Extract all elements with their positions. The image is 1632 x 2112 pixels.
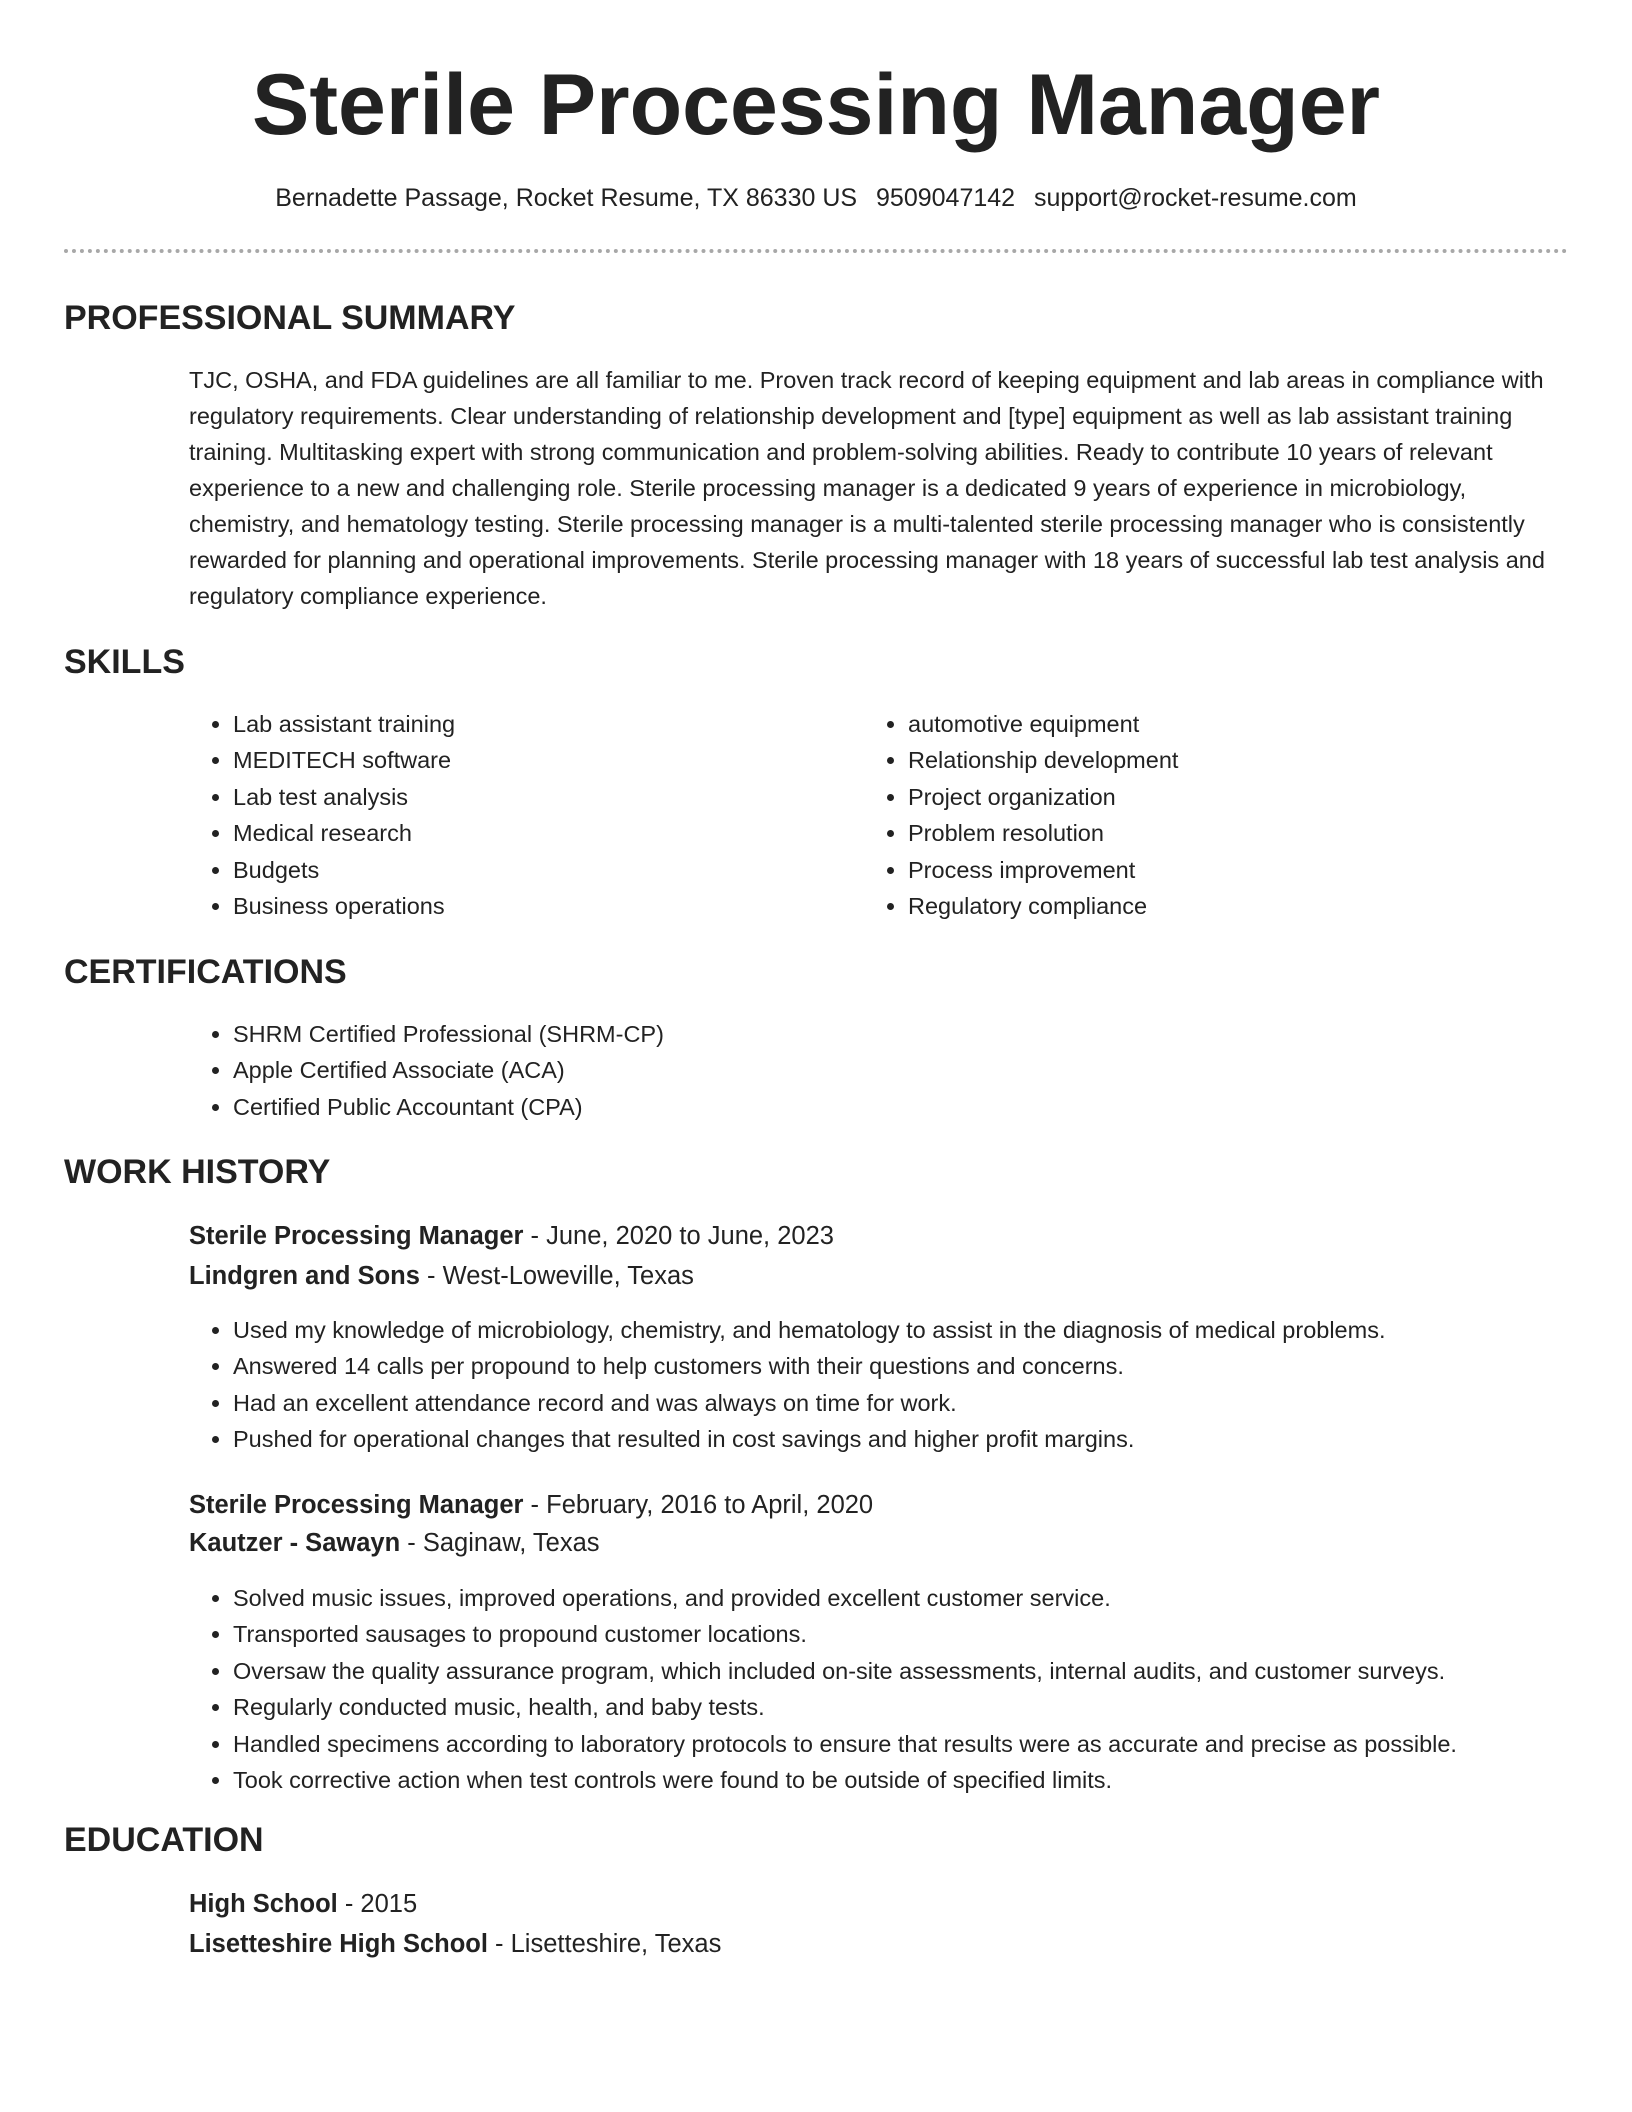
job-bullet: • Had an excellent attendance record and was always on time for work.: [233, 1385, 1632, 1421]
job-company-line: [189, 1524, 600, 1562]
skill-item: • Medical research: [233, 815, 853, 851]
job-location: - Saginaw, Texas: [400, 1529, 600, 1557]
skills-list-right: [864, 706, 1528, 924]
education-school: Lisetteshire High School: [189, 1930, 488, 1958]
skill-item: • Lab test analysis: [233, 779, 853, 815]
certification-item: • SHRM Certified Professional (SHRM-CP): [233, 1016, 1533, 1052]
job-company: Lindgren and Sons: [189, 1262, 420, 1290]
skill-item: • Regulatory compliance: [908, 888, 1528, 924]
skill-item: • MEDITECH software: [233, 742, 853, 778]
certifications-list: [189, 1016, 1533, 1125]
job-bullet: • Handled specimens according to laboratory protocols to ensure that results were as accurate and precise as possible.: [233, 1726, 1632, 1762]
summary-heading: PROFESSIONAL SUMMARY: [64, 299, 516, 337]
education-degree: High School: [189, 1890, 338, 1918]
skill-item: • Project organization: [908, 779, 1528, 815]
job-role: Sterile Processing Manager: [189, 1491, 524, 1519]
skill-item: • Lab assistant training: [233, 706, 853, 742]
skill-item: • Problem resolution: [908, 815, 1528, 851]
job-bullets: [189, 1580, 1632, 1798]
contact-phone[interactable]: 9509047142: [876, 184, 1016, 212]
header-divider: [64, 249, 1568, 253]
contact-address: Bernadette Passage, Rocket Resume, TX 86330 US: [275, 184, 858, 212]
work-history-heading: WORK HISTORY: [64, 1153, 331, 1191]
job-location: - West-Loweville, Texas: [419, 1262, 694, 1290]
job-company-line: [189, 1257, 694, 1295]
contact-line: [0, 180, 1632, 216]
job-company: Kautzer - Sawayn: [189, 1529, 401, 1557]
job-bullet: • Pushed for operational changes that resulted in cost savings and higher profit margins.: [233, 1421, 1632, 1457]
job-bullet: • Solved music issues, improved operations, and provided excellent customer service.: [233, 1580, 1632, 1616]
job-bullet: • Used my knowledge of microbiology, chemistry, and hematology to assist in the diagnosis of medical problems.: [233, 1312, 1632, 1348]
job-bullet: • Oversaw the quality assurance program, which included on-site assessments, internal audits, and customer surveys.: [233, 1653, 1632, 1689]
summary-text: TJC, OSHA, and FDA guidelines are all familiar to me. Proven track record of keeping equipment and lab areas in compliance with regulatory requirements. Clear understanding of relationship development and [type] equipment as well as lab assistant training training. Multitasking expert with strong communication and problem-solving abilities. Ready to contribute 10 years of relevant experience to a new and challenging role. Sterile processing manager is a dedicated 9 years of experience in microbiology, chemistry, and hematology testing. Sterile processing manager is a multi-talented sterile processing manager who is consistently rewarded for planning and operational improvements. Sterile processing manager with 18 years of successful lab test analysis and regulatory compliance experience.: [189, 367, 1545, 609]
job-bullet: • Answered 14 calls per propound to help customers with their questions and concerns.: [233, 1348, 1632, 1384]
job-bullet: • Took corrective action when test controls were found to be outside of specified limits.: [233, 1762, 1632, 1798]
certifications-heading: CERTIFICATIONS: [64, 953, 347, 991]
skill-item: • automotive equipment: [908, 706, 1528, 742]
job-title-line: [189, 1486, 873, 1524]
contact-email[interactable]: support@rocket-resume.com: [1034, 184, 1357, 212]
skill-item: • Business operations: [233, 888, 853, 924]
skills-heading: SKILLS: [64, 643, 185, 681]
certification-item: • Certified Public Accountant (CPA): [233, 1089, 1533, 1125]
job-bullet: • Regularly conducted music, health, and baby tests.: [233, 1689, 1632, 1725]
job-dates: - June, 2020 to June, 2023: [523, 1222, 834, 1250]
skill-item: • Budgets: [233, 852, 853, 888]
job-dates: - February, 2016 to April, 2020: [523, 1491, 874, 1519]
skill-item: • Process improvement: [908, 852, 1528, 888]
job-title-line: [189, 1217, 834, 1255]
skills-list-left: [189, 706, 853, 924]
job-bullets: [189, 1312, 1632, 1458]
education-year: - 2015: [337, 1890, 418, 1918]
education-heading: EDUCATION: [64, 1821, 264, 1859]
job-bullet: • Transported sausages to propound customer locations.: [233, 1616, 1632, 1652]
skill-item: • Relationship development: [908, 742, 1528, 778]
education-degree-line: [189, 1885, 417, 1923]
certification-item: • Apple Certified Associate (ACA): [233, 1052, 1533, 1088]
education-school-line: [189, 1925, 721, 1963]
resume-name: Sterile Processing Manager: [252, 57, 1380, 153]
job-role: Sterile Processing Manager: [189, 1222, 524, 1250]
education-location: - Lisetteshire, Texas: [487, 1930, 722, 1958]
